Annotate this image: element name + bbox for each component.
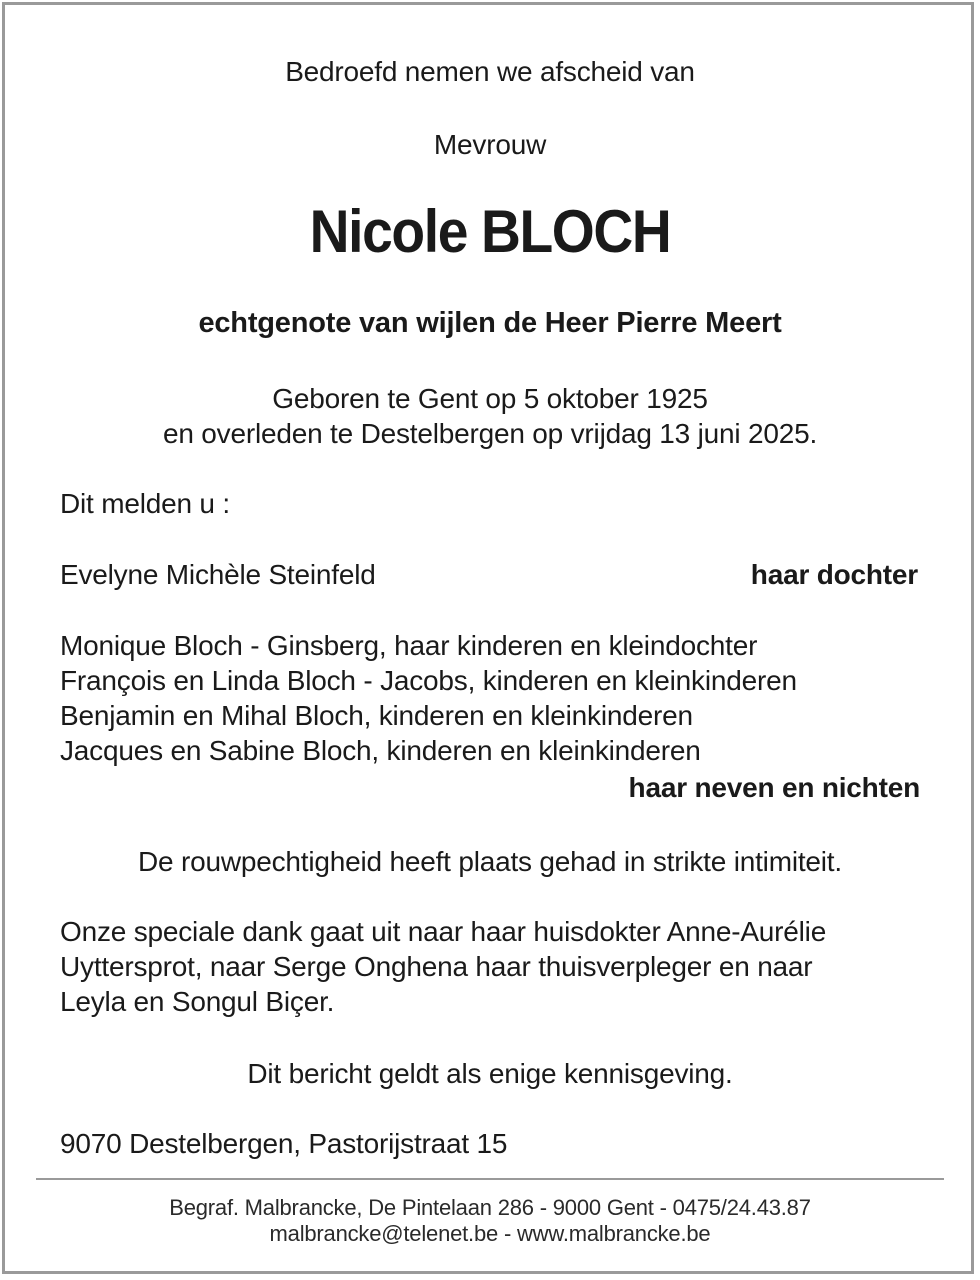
family-line: Jacques en Sabine Bloch, kinderen en kleinkinderen: [60, 735, 701, 766]
family-line: Monique Bloch - Ginsberg, haar kinderen en kleindochter: [60, 630, 758, 661]
birth-line: Geboren te Gent op 5 oktober 1925: [272, 383, 708, 414]
address-line: 9070 Destelbergen, Pastorijstraat 15: [60, 1128, 508, 1159]
death-line: en overleden te Destelbergen op vrijdag 13 juni 2025.: [162, 418, 818, 449]
spouse-line: echtgenote van wijlen de Heer Pierre Meert: [198, 307, 782, 339]
announce-line: Dit melden u :: [60, 488, 230, 519]
deceased-name: Nicole BLOCH: [309, 198, 671, 265]
family-role: haar neven en nichten: [628, 772, 920, 803]
only-notice-line: Dit bericht geldt als enige kennisgeving.: [247, 1058, 733, 1089]
footer-divider: [36, 1178, 944, 1180]
daughter-name: Evelyne Michèle Steinfeld: [60, 559, 376, 590]
funeral-home-line: Begraf. Malbrancke, De Pintelaan 286 - 9000 Gent - 0475/24.43.87: [169, 1195, 811, 1220]
family-line: Benjamin en Mihal Bloch, kinderen en kleinkinderen: [60, 700, 693, 731]
thanks-line: Uyttersprot, naar Serge Onghena haar thuisverpleger en naar: [60, 951, 813, 982]
family-line: François en Linda Bloch - Jacobs, kinderen en kleinkinderen: [60, 665, 797, 696]
thanks-line: Onze speciale dank gaat uit naar haar huisdokter Anne-Aurélie: [60, 916, 827, 947]
thanks-line: Leyla en Songul Biçer.: [60, 986, 335, 1017]
daughter-role: haar dochter: [750, 559, 918, 590]
intro-text: Bedroefd nemen we afscheid van: [285, 56, 695, 87]
honorific-title: Mevrouw: [433, 129, 547, 160]
funeral-home-contact: malbrancke@telenet.be - www.malbrancke.be: [269, 1221, 711, 1246]
ceremony-line: De rouwpechtigheid heeft plaats gehad in strikte intimiteit.: [138, 846, 842, 877]
